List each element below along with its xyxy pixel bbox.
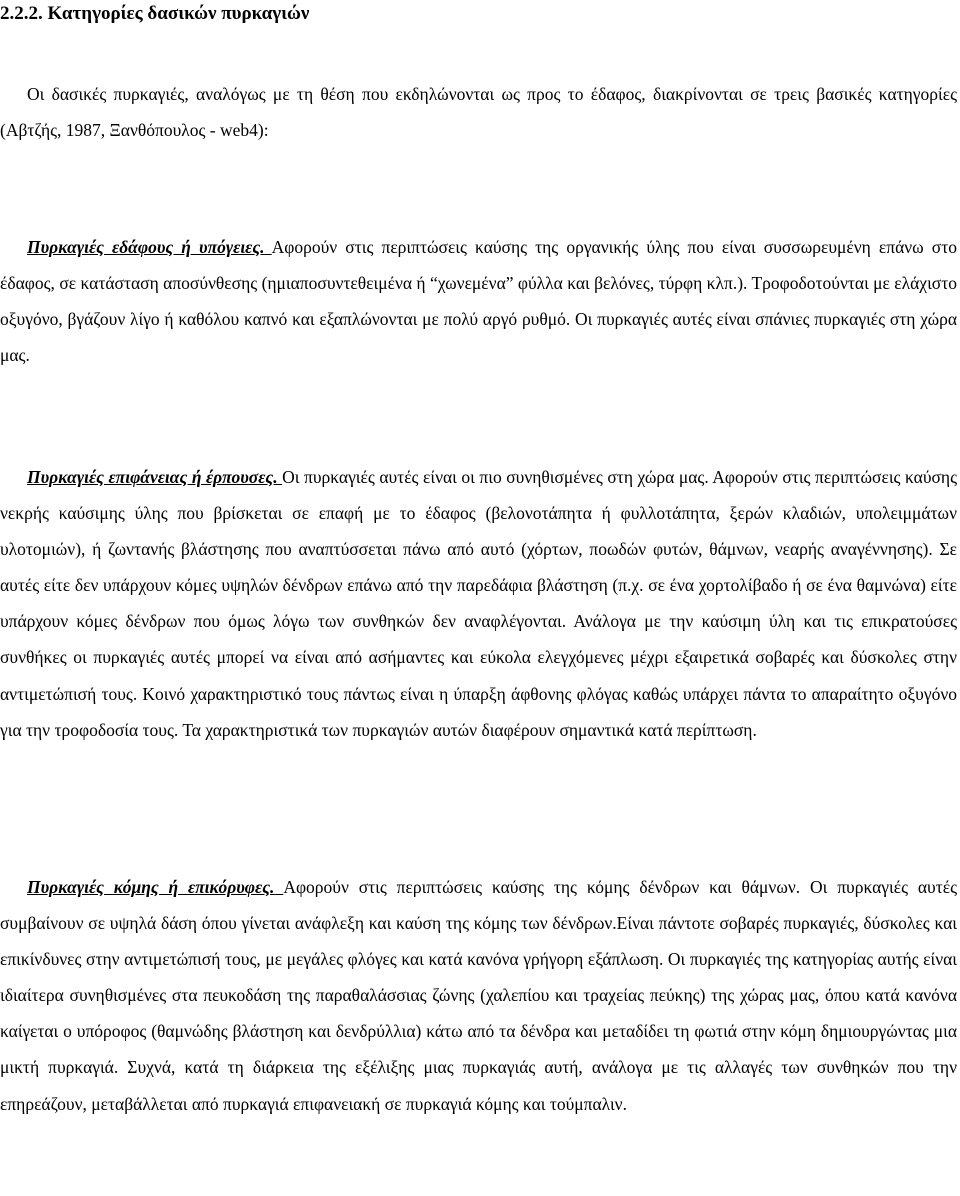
category-term-ground: Πυρκαγιές εδάφους ή υπόγειες. bbox=[27, 237, 265, 257]
category-paragraph-ground bbox=[0, 229, 957, 373]
section-heading bbox=[0, 2, 309, 26]
category-paragraph-surface bbox=[0, 459, 957, 748]
section-title: Κατηγορίες δασικών πυρκαγιών bbox=[47, 3, 310, 24]
category-text-crown: Αφορούν στις περιπτώσεις καύσης της κόμης δένδρων και θάμνων. Οι πυρκαγιές αυτές συμβαίνουν σε υψηλά δάση όπου γίνεται ανάφλεξη και καύση της κόμης των δένδρων.Είναι πάντοτε σοβαρές πυρκαγιές, δύσκολες και επικίνδυνες στην αντιμετώπισή τους, με μεγάλες φλόγες και κατά κανόνα γρήγορη εξάπλωση. Οι πυρκαγιές της κατηγορίας αυτής είναι ιδιαίτερα συνηθισμένες στα πευκοδάση της παραθαλάσσιας ζώνης (χαλεπίου και τραχείας πεύκης) της χώρας μας, όπου κατά κανόνα καίγεται ο υπόροφος (θαμνώδης βλάστηση και δενδρύλλια) κάτω από τα δένδρα και μεταδίδει τη φωτιά στην κόμη δημιουργώντας μια μικτή πυρκαγιά. Συχνά, κατά τη διάρκεια της εξέλιξης μιας πυρκαγιάς αυτή, ανάλογα με τις αλλαγές των συνθηκών που την επηρεάζουν, μεταβάλλεται από πυρκαγιά επιφανειακή σε πυρκαγιά κόμης και τούμπαλιν. bbox=[0, 877, 958, 1114]
intro-paragraph: Οι δασικές πυρκαγιές, αναλόγως με τη θέση που εκδηλώνονται ως προς το έδαφος, διακρίνονται σε τρεις βασικές κατηγορίες (Αβτζής, 1987, Ξανθόπουλος - web4): bbox=[0, 84, 957, 141]
category-text-surface: Οι πυρκαγιές αυτές είναι οι πιο συνηθισμένες στη χώρα μας. Αφορούν στις περιπτώσεις καύσης νεκρής καύσιμης ύλης που βρίσκεται σε επαφή με το έδαφος (βελονοτάπητα ή φυλλοτάπητα, ξερών κλαδιών, υπολειμμάτων υλοτομιών), ή ζωντανής βλάστησης που αναπτύσσεται πάνω από αυτό (χόρτων, ποωδών φυτών, θάμνων, νεαρής αναγέννησης). Σε αυτές είτε δεν υπάρχουν κόμες υψηλών δένδρων επάνω από την παρεδάφια βλάστηση (π.χ. σε ένα χορτολίβαδο ή σε ένα θαμνώνα) είτε υπάρχουν κόμες δένδρων που όμως λόγω των συνθηκών δεν αναφλέγονται. Ανάλογα με την καύσιμη ύλη και τις επικρατούσες συνθήκες οι πυρκαγιές αυτές μπορεί να είναι από ασήμαντες και εύκολα ελεγχόμενες μέχρι εξαιρετικά σοβαρές και δύσκολες στην αντιμετώπισή τους. Κοινό χαρακτηριστικό τους πάντως είναι η ύπαρξη άφθονης φλόγας καθώς υπάρχει πάντα το απαραίτητο οξυγόνο για την τροφοδοσία τους. Τα χαρακτηριστικά των πυρκαγιών αυτών διαφέρουν σημαντικά κατά περίπτωση. bbox=[0, 467, 958, 740]
section-number: 2.2.2. bbox=[0, 3, 43, 24]
category-text-ground: Αφορούν στις περιπτώσεις καύσης της οργανικής ύλης που είναι συσσωρευμένη επάνω στο έδαφος, σε κατάσταση αποσύνθεσης (ημιαποσυντεθειμένα ή “χωνεμένα” φύλλα και βελόνες, τύρφη κλπ.). Τροφοδοτούνται με ελάχιστο οξυγόνο, βγάζουν λίγο ή καθόλου καπνό και εξαπλώνονται με πολύ αργό ρυθμό. Οι πυρκαγιές αυτές είναι σπάνιες πυρκαγιές στη χώρα μας. bbox=[0, 237, 957, 366]
category-term-surface: Πυρκαγιές επιφάνειας ή έρπουσες. bbox=[27, 467, 278, 487]
category-paragraph-crown bbox=[0, 869, 957, 1122]
category-term-crown: Πυρκαγιές κόμης ή επικόρυφες. bbox=[27, 877, 275, 897]
